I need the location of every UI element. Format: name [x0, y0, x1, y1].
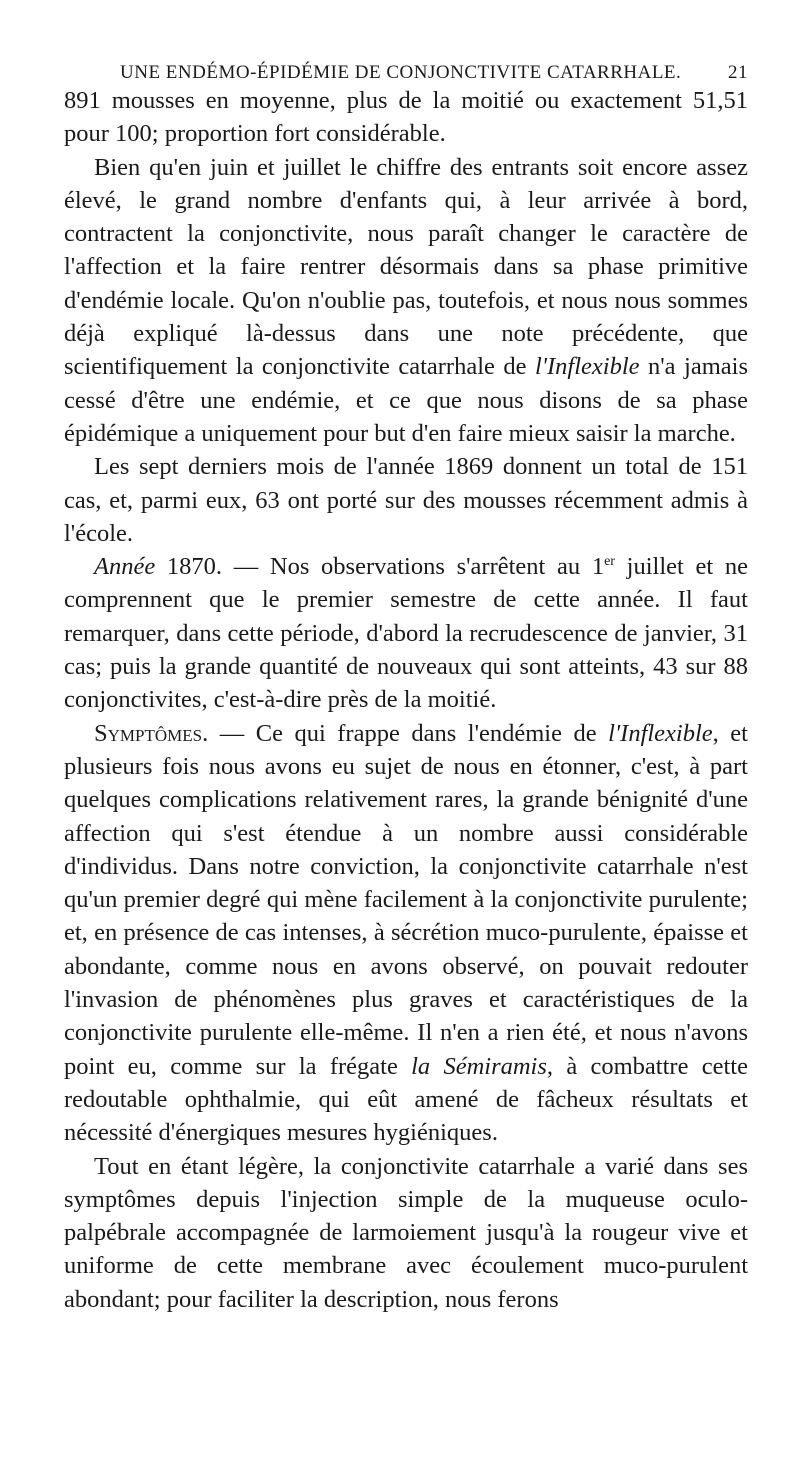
- paragraph-5-text-b: , et plusieurs fois nous avons eu sujet de nous en étonner, c'est, à part quelques complications relativement rares, la grande bénignité d'une affection qui s'est étendue à un nombre aussi considérable d'individus. Dans notre conviction, la conjonctivite catarrhale n'est qu'un premier degré qui mène facilement à la conjonctivite purulente; et, en présence de cas intenses, à sécrétion muco-purulente, épaisse et abondante, comme nous en avons observé, on pouvait redouter l'invasion de phénomènes plus graves et caractéristiques de la conjonctivite purulente elle-même. Il n'en a rien été, et nous n'avons point eu, comme sur la frégate: [64, 719, 748, 1080]
- paragraph-6-text: Tout en étant légère, la conjonctivite catarrhale a varié dans ses symptômes depuis l'injection simple de la muqueuse oculo-palpébrale accompagnée de larmoiement jusqu'à la rougeur vive et uniforme de cette membrane avec écoulement muco-purulent abondant; pour faciliter la description, nous ferons: [64, 1152, 748, 1313]
- paragraph-1: [64, 84, 748, 151]
- body-text: [64, 84, 748, 1316]
- paragraph-2-text-a: Bien qu'en juin et juillet le chiffre des entrants soit encore assez élevé, le grand nombre d'enfants qui, à leur arrivée à bord, contractent la conjonctivite, nous paraît changer le caractère de l'affection et la faire rentrer désormais dans sa phase primitive d'endémie locale. Qu'on n'oublie pas, toutefois, et nous nous sommes déjà expliqué là-dessus dans une note précédente, que scientifiquement la conjonctivite catarrhale de: [64, 153, 748, 381]
- paragraph-5-italic-2: la Sémiramis: [411, 1052, 547, 1080]
- paragraph-5-text-a: — Ce qui frappe dans l'endémie de: [208, 719, 609, 747]
- paragraph-4-text-b: juillet et ne comprennent que le premier semestre de cette année. Il faut remarquer, dans cette période, d'abord la recrudescence de janvier, 31 cas; puis la grande quantité de nouveaux qui sont atteints, 43 sur 88 conjonctivites, c'est-à-dire près de la moitié.: [64, 553, 749, 714]
- page: [64, 54, 748, 1316]
- running-header: [64, 54, 748, 84]
- paragraph-1-text: 891 mousses en moyenne, plus de la moitié ou exactement 51,51 pour 100; proportion fort considérable.: [64, 87, 748, 148]
- paragraph-5: [64, 717, 748, 1150]
- page-number: 21: [728, 62, 748, 83]
- paragraph-4-label: Année: [94, 553, 156, 581]
- paragraph-3: [64, 450, 748, 550]
- paragraph-5-italic-1: l'Inflexible: [608, 719, 713, 747]
- paragraph-6: [64, 1150, 748, 1316]
- paragraph-2-italic: l'Inflexible: [534, 353, 640, 381]
- paragraph-2: [64, 151, 748, 451]
- paragraph-2-text-b: n'a jamais cessé d'être une endémie, et ce que nous disons de sa phase épidémique a uniquement pour but d'en faire mieux saisir la marche.: [64, 353, 748, 447]
- paragraph-4-text-a: 1870. — Nos observations s'arrêtent au 1: [155, 553, 605, 581]
- paragraph-3-text: Les sept derniers mois de l'année 1869 donnent un total de 151 cas, et, parmi eux, 63 ont porté sur des mousses récemment admis à l'école.: [64, 453, 748, 547]
- running-title: UNE ENDÉMO-ÉPIDÉMIE DE CONJONCTIVITE CATARRHALE.: [120, 62, 682, 83]
- section-heading-symptomes: Symptômes.: [94, 719, 209, 747]
- paragraph-4: [64, 550, 748, 716]
- paragraph-5-text-c: , à combattre cette redoutable ophthalmie, qui eût amené de fâcheux résultats et nécessité d'énergiques mesures hygiéniques.: [64, 1052, 748, 1147]
- paragraph-4-superscript: er: [604, 554, 615, 569]
